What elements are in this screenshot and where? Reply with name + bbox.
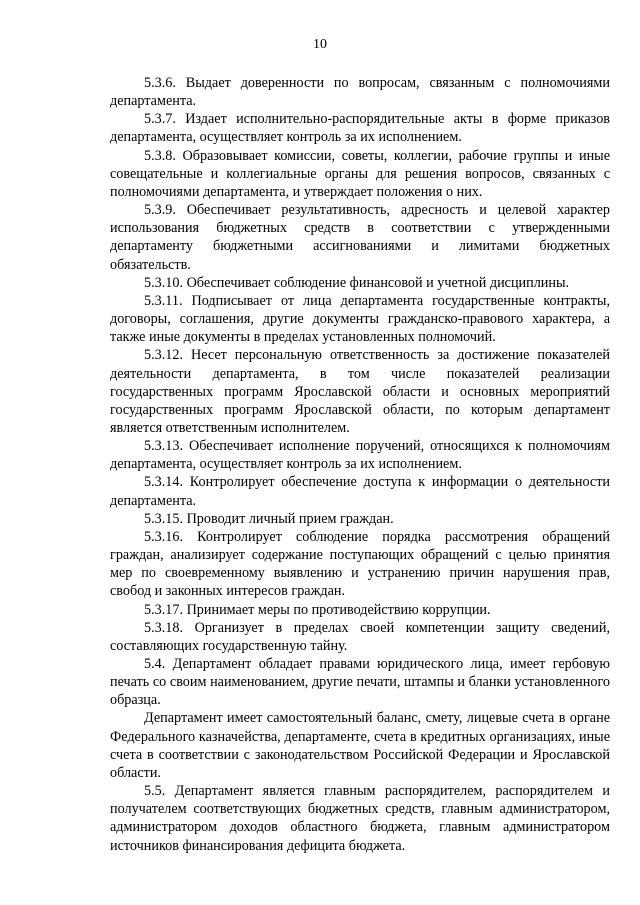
page-number: 10: [313, 37, 327, 52]
paragraph-5-3-17: 5.3.17. Принимает меры по противодействию коррупции.: [144, 601, 491, 618]
paragraph-5-3-13: 5.3.13. Обеспечивает исполнение поручений, относящихся к полномочиям департамента, осуществляет контроль за их исполнением.: [110, 438, 610, 473]
paragraph-5-5: 5.5. Департамент является главным распорядителем, распорядителем и получателем соответствующих бюджетных средств, главным администратором, администратором доходов областного бюджета, главным администратором источников финансирования дефицита бюджета.: [110, 783, 610, 854]
paragraph-5-3-11: 5.3.11. Подписывает от лица департамента государственные контракты, договоры, соглашения, другие документы гражданско-правового характера, а также иные документы в пределах установленных полномочий.: [110, 292, 610, 346]
paragraph-5-3-7: 5.3.7. Издает исполнительно-распорядительные акты в форме приказов департамента, осуществляет контроль за их исполнением.: [110, 111, 610, 146]
paragraph-5-3-8: 5.3.8. Образовывает комиссии, советы, коллегии, рабочие группы и иные совещательные и коллегиальные органы для решения вопросов, связанных с полномочиями департамента, и утверждает положения о них.: [110, 147, 610, 200]
paragraph-5-4-balance: Департамент имеет самостоятельный баланс, смету, лицевые счета в органе Федерального казначейства, департаменте, счета в кредитных организациях, иные счета в соответствии с законодательством Российской Федерации и Ярославской области.: [110, 710, 610, 781]
paragraph-5-3-15: 5.3.15. Проводит личный прием граждан.: [144, 510, 394, 527]
paragraph-5-3-12: 5.3.12. Несет персональную ответственность за достижение показателей деятельности департамента, в том числе показателей реализации государственных программ Ярославской области и основных мероприятий государственных программ Ярославской области, по которым департамент является ответственным исполнителем.: [110, 347, 610, 436]
paragraph-5-3-16: 5.3.16. Контролирует соблюдение порядка рассмотрения обращений граждан, анализирует содержание поступающих обращений с целью принятия мер по своевременному выявлению и устранению причин нарушения прав, свобод и законных интересов граждан.: [110, 528, 610, 600]
paragraph-5-3-18: 5.3.18. Организует в пределах своей компетенции защиту сведений, составляющих государственную тайну.: [110, 619, 610, 654]
paragraph-5-3-14: 5.3.14. Контролирует обеспечение доступа к информации о деятельности департамента.: [110, 474, 610, 509]
paragraph-5-4: 5.4. Департамент обладает правами юридического лица, имеет гербовую печать со своим наименованием, другие печати, штампы и бланки установленного образца.: [110, 656, 610, 709]
document-body: [110, 74, 610, 855]
paragraph-5-3-9: 5.3.9. Обеспечивает результативность, адресность и целевой характер использования бюджетных средств в соответствии с утвержденными департаменту бюджетными ассигнованиями и лимитами бюджетных обязательств.: [110, 202, 610, 273]
paragraph-5-3-10: 5.3.10. Обеспечивает соблюдение финансовой и учетной дисциплины.: [144, 274, 570, 291]
paragraph-5-3-6: 5.3.6. Выдает доверенности по вопросам, связанным с полномочиями департамента.: [110, 75, 610, 110]
